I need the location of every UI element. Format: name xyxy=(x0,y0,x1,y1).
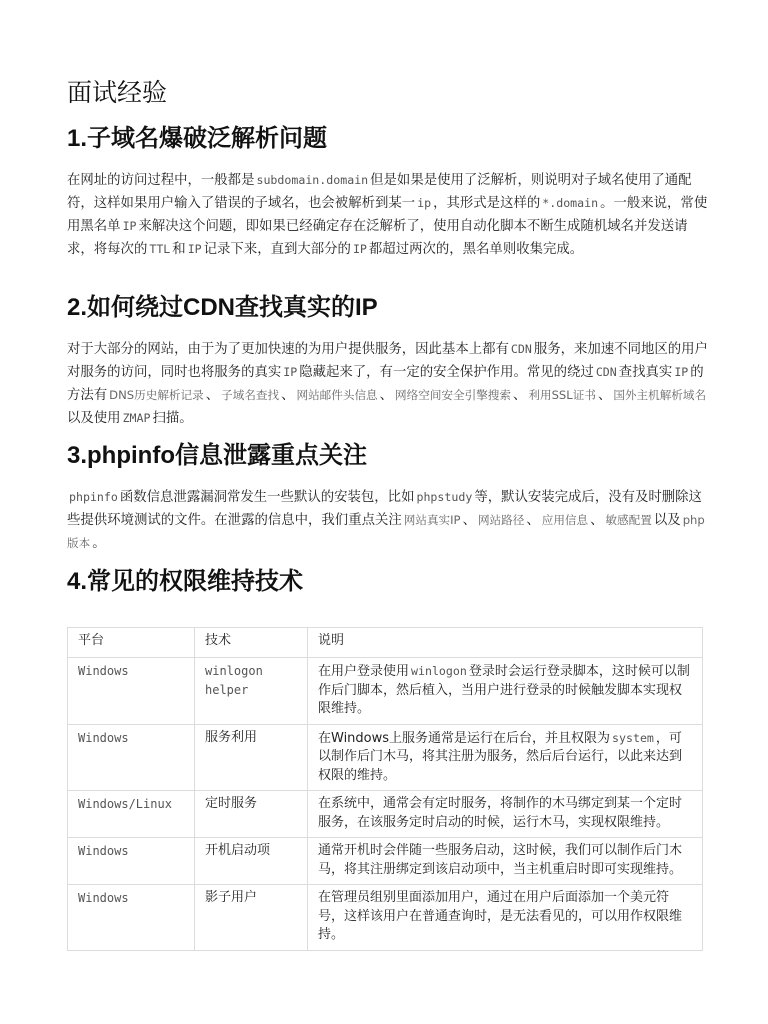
inline-code: ip xyxy=(417,196,432,210)
page-title: 面试经验 xyxy=(67,78,168,107)
text: 在网址的访问过程中，一般都是 xyxy=(67,173,255,188)
section-heading-1: 1.子域名爆破泛解析问题 xyxy=(67,125,328,152)
focus-tag: 网站真实IP xyxy=(403,513,461,527)
focus-tag: 网站路径 xyxy=(477,513,525,527)
inline-code: IP xyxy=(352,242,367,256)
text: 查找真实 xyxy=(618,365,673,380)
cell-description xyxy=(308,791,703,838)
text: 登录时会运行登录脚本，这时候可以制作后门脚本，然后植入，当用户进行登录的时候触发脚本实现权限维持。 xyxy=(318,664,690,716)
text: 都超过两次的，黑名单则收集完成。 xyxy=(368,242,584,257)
focus-tag: php版本 xyxy=(67,513,705,550)
text: 在用户登录使用 xyxy=(318,664,410,679)
inline-code: IP xyxy=(187,242,202,256)
focus-tag: 应用信息 xyxy=(541,513,589,527)
cell-description xyxy=(308,885,703,951)
cell-platform: Windows xyxy=(68,724,195,791)
table-row xyxy=(68,791,703,838)
separator: 、 xyxy=(526,513,540,528)
text: 隐藏起来了，有一定的安全保护作用。常见的绕过 xyxy=(299,365,594,380)
text: 在Windows上服务通常是运行在后台，并且权限为 xyxy=(318,730,611,746)
cell-platform: Windows xyxy=(68,885,195,951)
inline-code: TTL xyxy=(149,242,171,256)
text: 函数信息泄露漏洞常发生一些默认的安装包，比如 xyxy=(119,490,415,505)
table-row xyxy=(68,838,703,885)
text: 和 xyxy=(172,242,186,257)
method-tag: 国外主机解析域名 xyxy=(613,388,707,402)
section-paragraph-2 xyxy=(67,338,709,430)
cell-description xyxy=(308,724,703,791)
text: 在管理员组别里面添加用户，通过在用户后面添加一个美元符号，这样该用户在普通查询时，是无法看见的，可以用作权限维持。 xyxy=(318,890,683,942)
table-row xyxy=(68,658,703,725)
cell-technique: 开机启动项 xyxy=(195,838,308,885)
separator: 、 xyxy=(205,388,220,403)
method-tag: DNS历史解析记录 xyxy=(109,388,204,402)
text: 但是如果是使用了泛解析，则说明对子域名使用了通配符，这样如果用户输入了错误的子域名，也会被解析到某一 xyxy=(67,173,692,211)
text: 的方法有 xyxy=(67,365,704,403)
cell-technique: 影子用户 xyxy=(195,885,308,951)
separator: 、 xyxy=(512,388,527,403)
section-paragraph-3 xyxy=(67,486,709,555)
separator: 、 xyxy=(281,388,295,403)
cell-technique: 定时服务 xyxy=(195,791,308,838)
text: 以及 xyxy=(653,513,681,528)
text: 在系统中，通常会有定时服务，将制作的木马绑定到某一个定时服务，在该服务定时启动的时候，运行木马，实现权限维持。 xyxy=(318,796,683,830)
table-row xyxy=(68,724,703,791)
inline-code: IP xyxy=(674,365,689,379)
table-row xyxy=(68,885,703,951)
separator: 、 xyxy=(379,388,394,403)
inline-code: IP xyxy=(283,365,298,379)
text: 。一般来说，常使用黑名单 xyxy=(67,196,708,234)
cell-technique: winlogon helper xyxy=(195,658,308,725)
text: 通常开机时会伴随一些服务启动，这时候，我们可以制作后门木马，将其注册绑定到该启动项中，当主机重启时即可实现维持。 xyxy=(318,843,683,877)
text: 记录下来，直到大部分的 xyxy=(203,242,351,257)
cell-description xyxy=(308,838,703,885)
inline-code: phpstudy xyxy=(416,490,473,504)
separator: 、 xyxy=(590,513,604,528)
inline-code: CDN xyxy=(595,365,617,379)
method-tag: 网站邮件头信息 xyxy=(296,388,378,402)
column-header-description: 说明 xyxy=(308,628,703,658)
method-tag: 网络空间安全引擎搜索 xyxy=(395,388,511,402)
method-tag: 子域名查找 xyxy=(221,388,280,402)
inline-code: winlogon xyxy=(411,664,467,678)
section-heading-3: 3.phpinfo信息泄露重点关注 xyxy=(67,442,367,469)
text: ，可以制作后门木马，将其注册为服务，然后后台运行，以此来达到权限的维持。 xyxy=(318,730,683,783)
separator: 、 xyxy=(597,388,612,403)
inline-code: IP xyxy=(122,219,137,233)
cell-platform: Windows xyxy=(68,838,195,885)
text: ，其形式是这样的 xyxy=(433,196,541,211)
inline-code: subdomain.domain xyxy=(256,173,369,187)
text: 扫描。 xyxy=(152,411,193,426)
text: 服务，来加速不同地区的用户对服务的访问，同时也将服务的真实 xyxy=(67,342,708,380)
inline-code: *.domain xyxy=(542,196,599,210)
table-header-row xyxy=(68,628,703,658)
inline-code: system xyxy=(612,730,654,745)
cell-technique: 服务利用 xyxy=(195,724,308,791)
text: 等，默认安装完成后，没有及时删除这些提供环境测试的文件。在泄露的信息中，我们重点关注 xyxy=(67,490,702,528)
text: 。 xyxy=(92,536,106,551)
method-tag: 利用SSL证书 xyxy=(528,388,596,402)
focus-tag: 敏感配置 xyxy=(605,513,652,527)
section-heading-2: 2.如何绕过CDN查找真实的IP xyxy=(67,294,378,321)
inline-code: ZMAP xyxy=(122,411,151,425)
cell-platform: Windows xyxy=(68,658,195,725)
section-paragraph-1 xyxy=(67,169,709,261)
section-heading-4: 4.常见的权限维持技术 xyxy=(67,568,304,595)
inline-code: CDN xyxy=(510,342,532,356)
column-header-platform: 平台 xyxy=(68,628,195,658)
cell-platform: Windows/Linux xyxy=(68,791,195,838)
text: 以及使用 xyxy=(67,411,121,426)
persistence-table xyxy=(67,627,703,951)
column-header-technique: 技术 xyxy=(195,628,308,658)
separator: 、 xyxy=(462,513,476,528)
inline-code: phpinfo xyxy=(69,490,118,504)
text: 来解决这个问题，即如果已经确定存在泛解析了，使用自动化脚本不断生成随机域名并发送请求，将每次的 xyxy=(67,219,688,257)
cell-description xyxy=(308,658,703,725)
text: 对于大部分的网站，由于为了更加快速的为用户提供服务，因此基本上都有 xyxy=(67,342,509,357)
